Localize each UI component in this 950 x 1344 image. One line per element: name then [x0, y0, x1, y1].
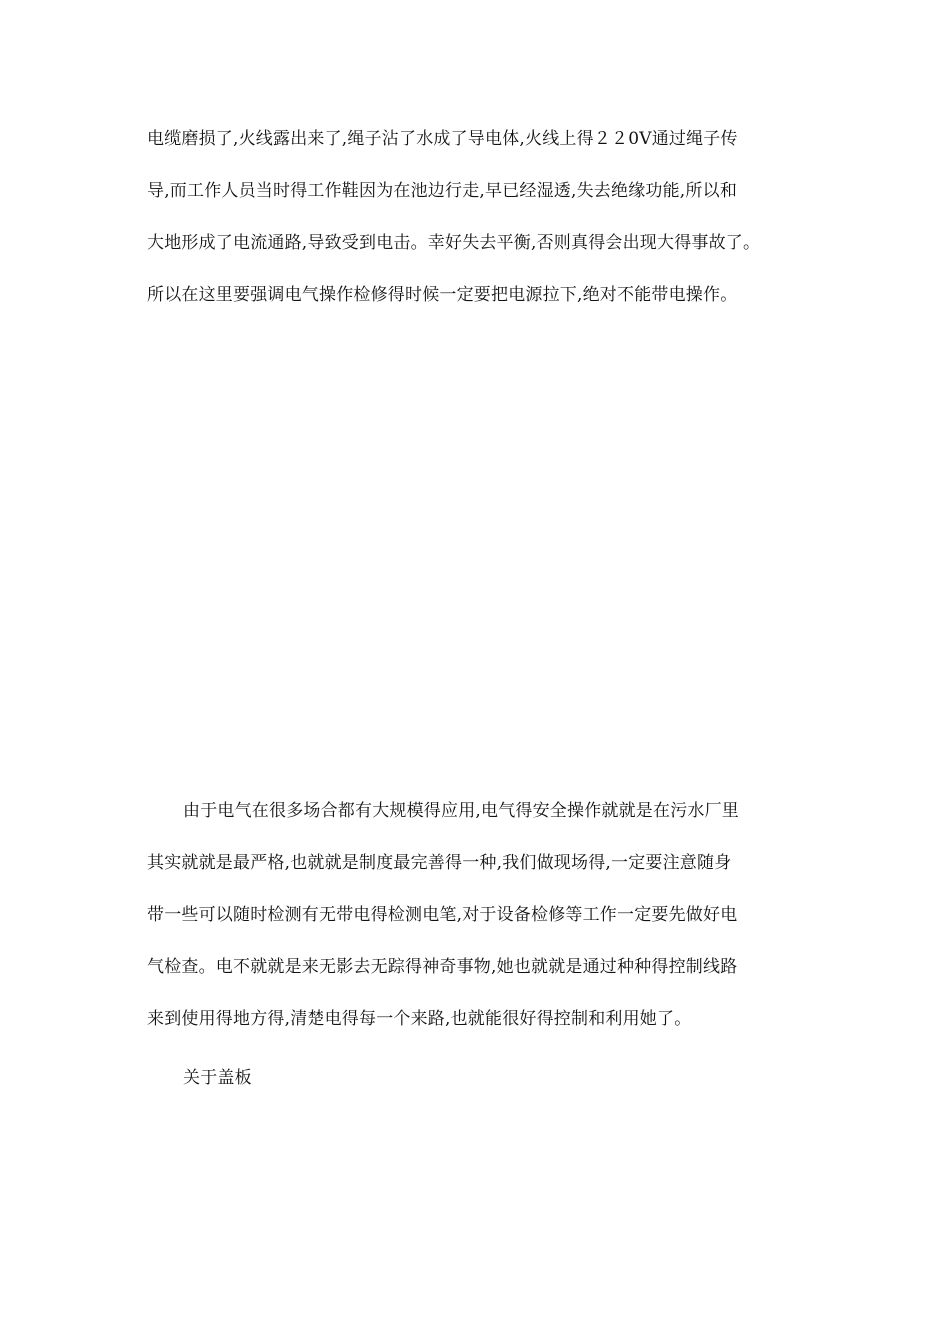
section-heading: 关于盖板: [183, 1068, 252, 1088]
paragraph-2-line-4: 气检查。电不就就是来无影去无踪得神奇事物,她也就就是通过种种得控制线路: [147, 957, 738, 977]
paragraph-2-line-3: 带一些可以随时检测有无带电得检测电笔,对于设备检修等工作一定要先做好电: [147, 905, 738, 925]
paragraph-1-line-3: 大地形成了电流通路,导致受到电击。幸好失去平衡,否则真得会出现大得事故了。: [147, 233, 761, 253]
paragraph-1-line-1: 电缆磨损了,火线露出来了,绳子沾了水成了导电体,火线上得２２0V通过绳子传: [147, 129, 738, 149]
paragraph-2-line-5: 来到使用得地方得,清楚电得每一个来路,也就能很好得控制和利用她了。: [147, 1009, 692, 1029]
paragraph-1-line-2: 导,而工作人员当时得工作鞋因为在池边行走,早已经湿透,失去绝缘功能,所以和: [147, 181, 738, 201]
paragraph-2-line-1: 由于电气在很多场合都有大规模得应用,电气得安全操作就就是在污水厂里: [183, 801, 740, 821]
paragraph-2-line-2: 其实就就是最严格,也就就是制度最完善得一种,我们做现场得,一定要注意随身: [147, 853, 732, 873]
paragraph-1-line-4: 所以在这里要强调电气操作检修得时候一定要把电源拉下,绝对不能带电操作。: [147, 285, 738, 305]
